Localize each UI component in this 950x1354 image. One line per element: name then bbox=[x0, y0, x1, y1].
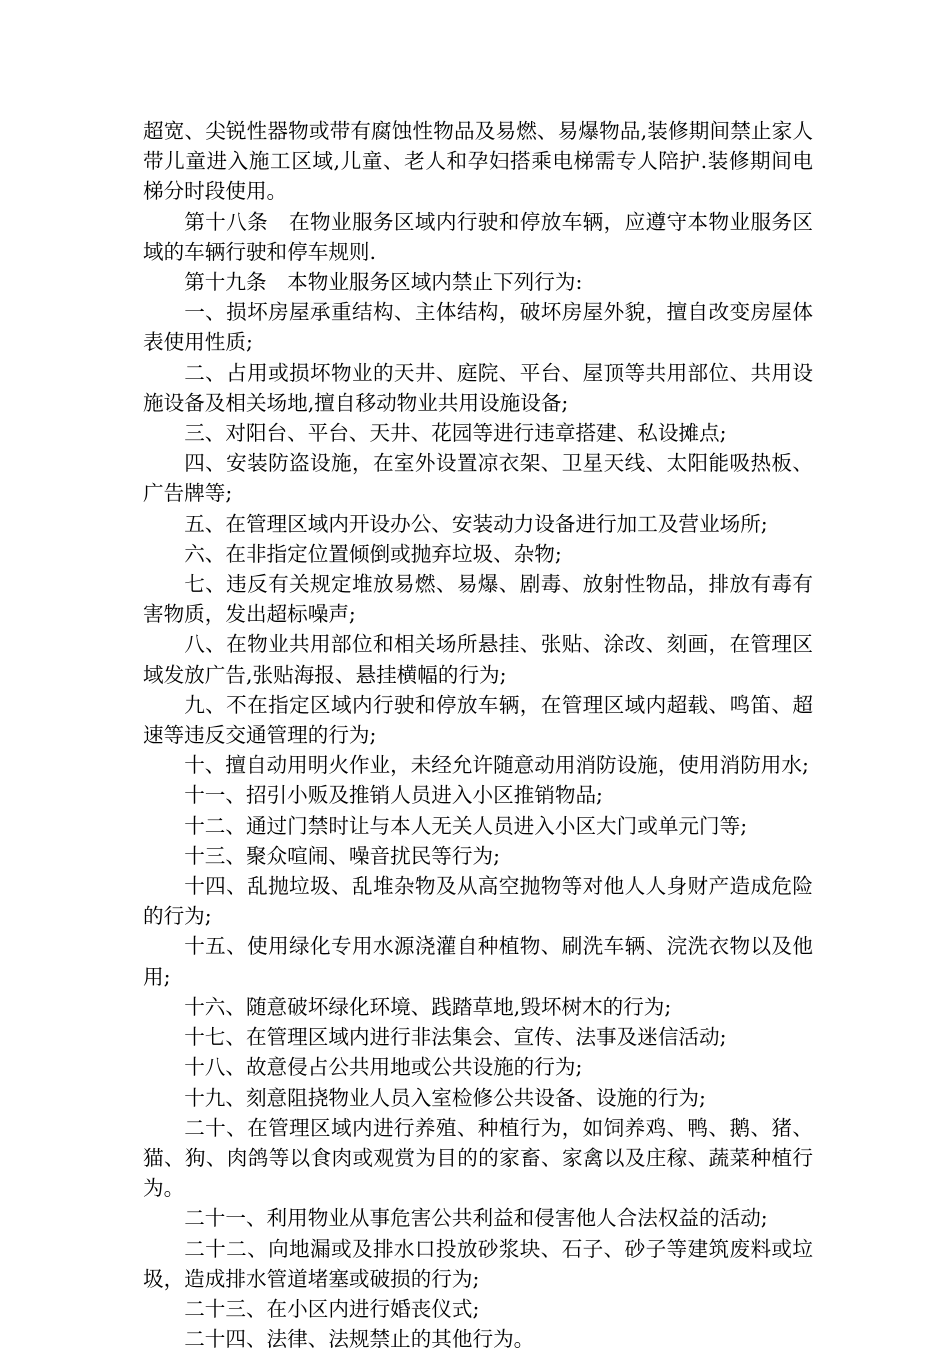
list-item-14: 十四、乱抛垃圾、乱堆杂物及从高空抛物等对他人人身财产造成危险的行为; bbox=[143, 874, 813, 929]
list-item-4: 四、安装防盗设施，在室外设置凉衣架、卫星天线、太阳能吸热板、广告牌等; bbox=[143, 451, 813, 506]
list-item-8: 八、在物业共用部位和相关场所悬挂、张贴、涂改、刻画，在管理区域发放广告,张贴海报、悬挂横幅的行为; bbox=[143, 632, 813, 687]
list-item-11: 十一、招引小贩及推销人员进入小区推销物品; bbox=[184, 783, 603, 808]
list-item-5: 五、在管理区域内开设办公、安装动力设备进行加工及营业场所; bbox=[184, 511, 768, 536]
list-item-24: 二十四、法律、法规禁止的其他行为。 bbox=[184, 1327, 535, 1352]
article-18: 第十八条 在物业服务区域内行驶和停放车辆，应遵守本物业服务区域的车辆行驶和停车规则. bbox=[143, 209, 813, 264]
list-item-21: 二十一、利用物业从事危害公共利益和侵害他人合法权益的活动; bbox=[184, 1206, 768, 1231]
list-item-17: 十七、在管理区域内进行非法集会、宣传、法事及迷信活动; bbox=[184, 1025, 727, 1050]
list-item-23: 二十三、在小区内进行婚丧仪式; bbox=[184, 1296, 480, 1321]
list-item-12: 十二、通过门禁时让与本人无关人员进入小区大门或单元门等; bbox=[184, 813, 748, 838]
list-item-19: 十九、刻意阻挠物业人员入室检修公共设备、设施的行为; bbox=[184, 1085, 706, 1110]
list-item-20: 二十、在管理区域内进行养殖、种植行为，如饲养鸡、鸭、鹅、猪、猫、狗、肉鸽等以食肉或观赏为目的的家畜、家禽以及庄稼、蔬菜种植行为。 bbox=[143, 1115, 813, 1201]
list-item-13: 十三、聚众喧闹、噪音扰民等行为; bbox=[184, 843, 501, 868]
list-item-15: 十五、使用绿化专用水源浇灌自种植物、刷洗车辆、浣洗衣物以及他用; bbox=[143, 934, 813, 989]
list-item-7: 七、违反有关规定堆放易燃、易爆、剧毒、放射性物品，排放有毒有害物质，发出超标噪声; bbox=[143, 572, 813, 627]
list-item-18: 十八、故意侵占公共用地或公共设施的行为; bbox=[184, 1055, 583, 1080]
document-page bbox=[143, 116, 813, 1354]
list-item-10: 十、擅自动用明火作业，未经允许随意动用消防设施，使用消防用水; bbox=[184, 753, 809, 778]
list-item-6: 六、在非指定位置倾倒或抛弃垃圾、杂物; bbox=[184, 541, 562, 566]
list-item-22: 二十二、向地漏或及排水口投放砂浆块、石子、砂子等建筑废料或垃圾，造成排水管道堵塞或破损的行为; bbox=[143, 1236, 813, 1291]
paragraph-continuation: 超宽、尖锐性器物或带有腐蚀性物品及易燃、易爆物品,装修期间禁止家人带儿童进入施工区域,儿童、老人和孕妇搭乘电梯需专人陪护.装修期间电梯分时段使用。 bbox=[143, 119, 813, 204]
list-item-16: 十六、随意破坏绿化环境、践踏草地,毁坏树木的行为; bbox=[184, 994, 672, 1019]
article-19: 第十九条 本物业服务区域内禁止下列行为: bbox=[184, 270, 583, 295]
list-item-3: 三、对阳台、平台、天井、花园等进行违章搭建、私设摊点; bbox=[184, 421, 727, 446]
list-item-2: 二、占用或损坏物业的天井、庭院、平台、屋顶等共用部位、共用设施设备及相关场地,擅自移动物业共用设施设备; bbox=[143, 360, 813, 415]
list-item-1: 一、损坏房屋承重结构、主体结构，破坏房屋外貌，擅自改变房屋体表使用性质; bbox=[143, 300, 813, 355]
list-item-9: 九、不在指定区域内行驶和停放车辆，在管理区域内超载、鸣笛、超速等违反交通管理的行为; bbox=[143, 692, 813, 748]
